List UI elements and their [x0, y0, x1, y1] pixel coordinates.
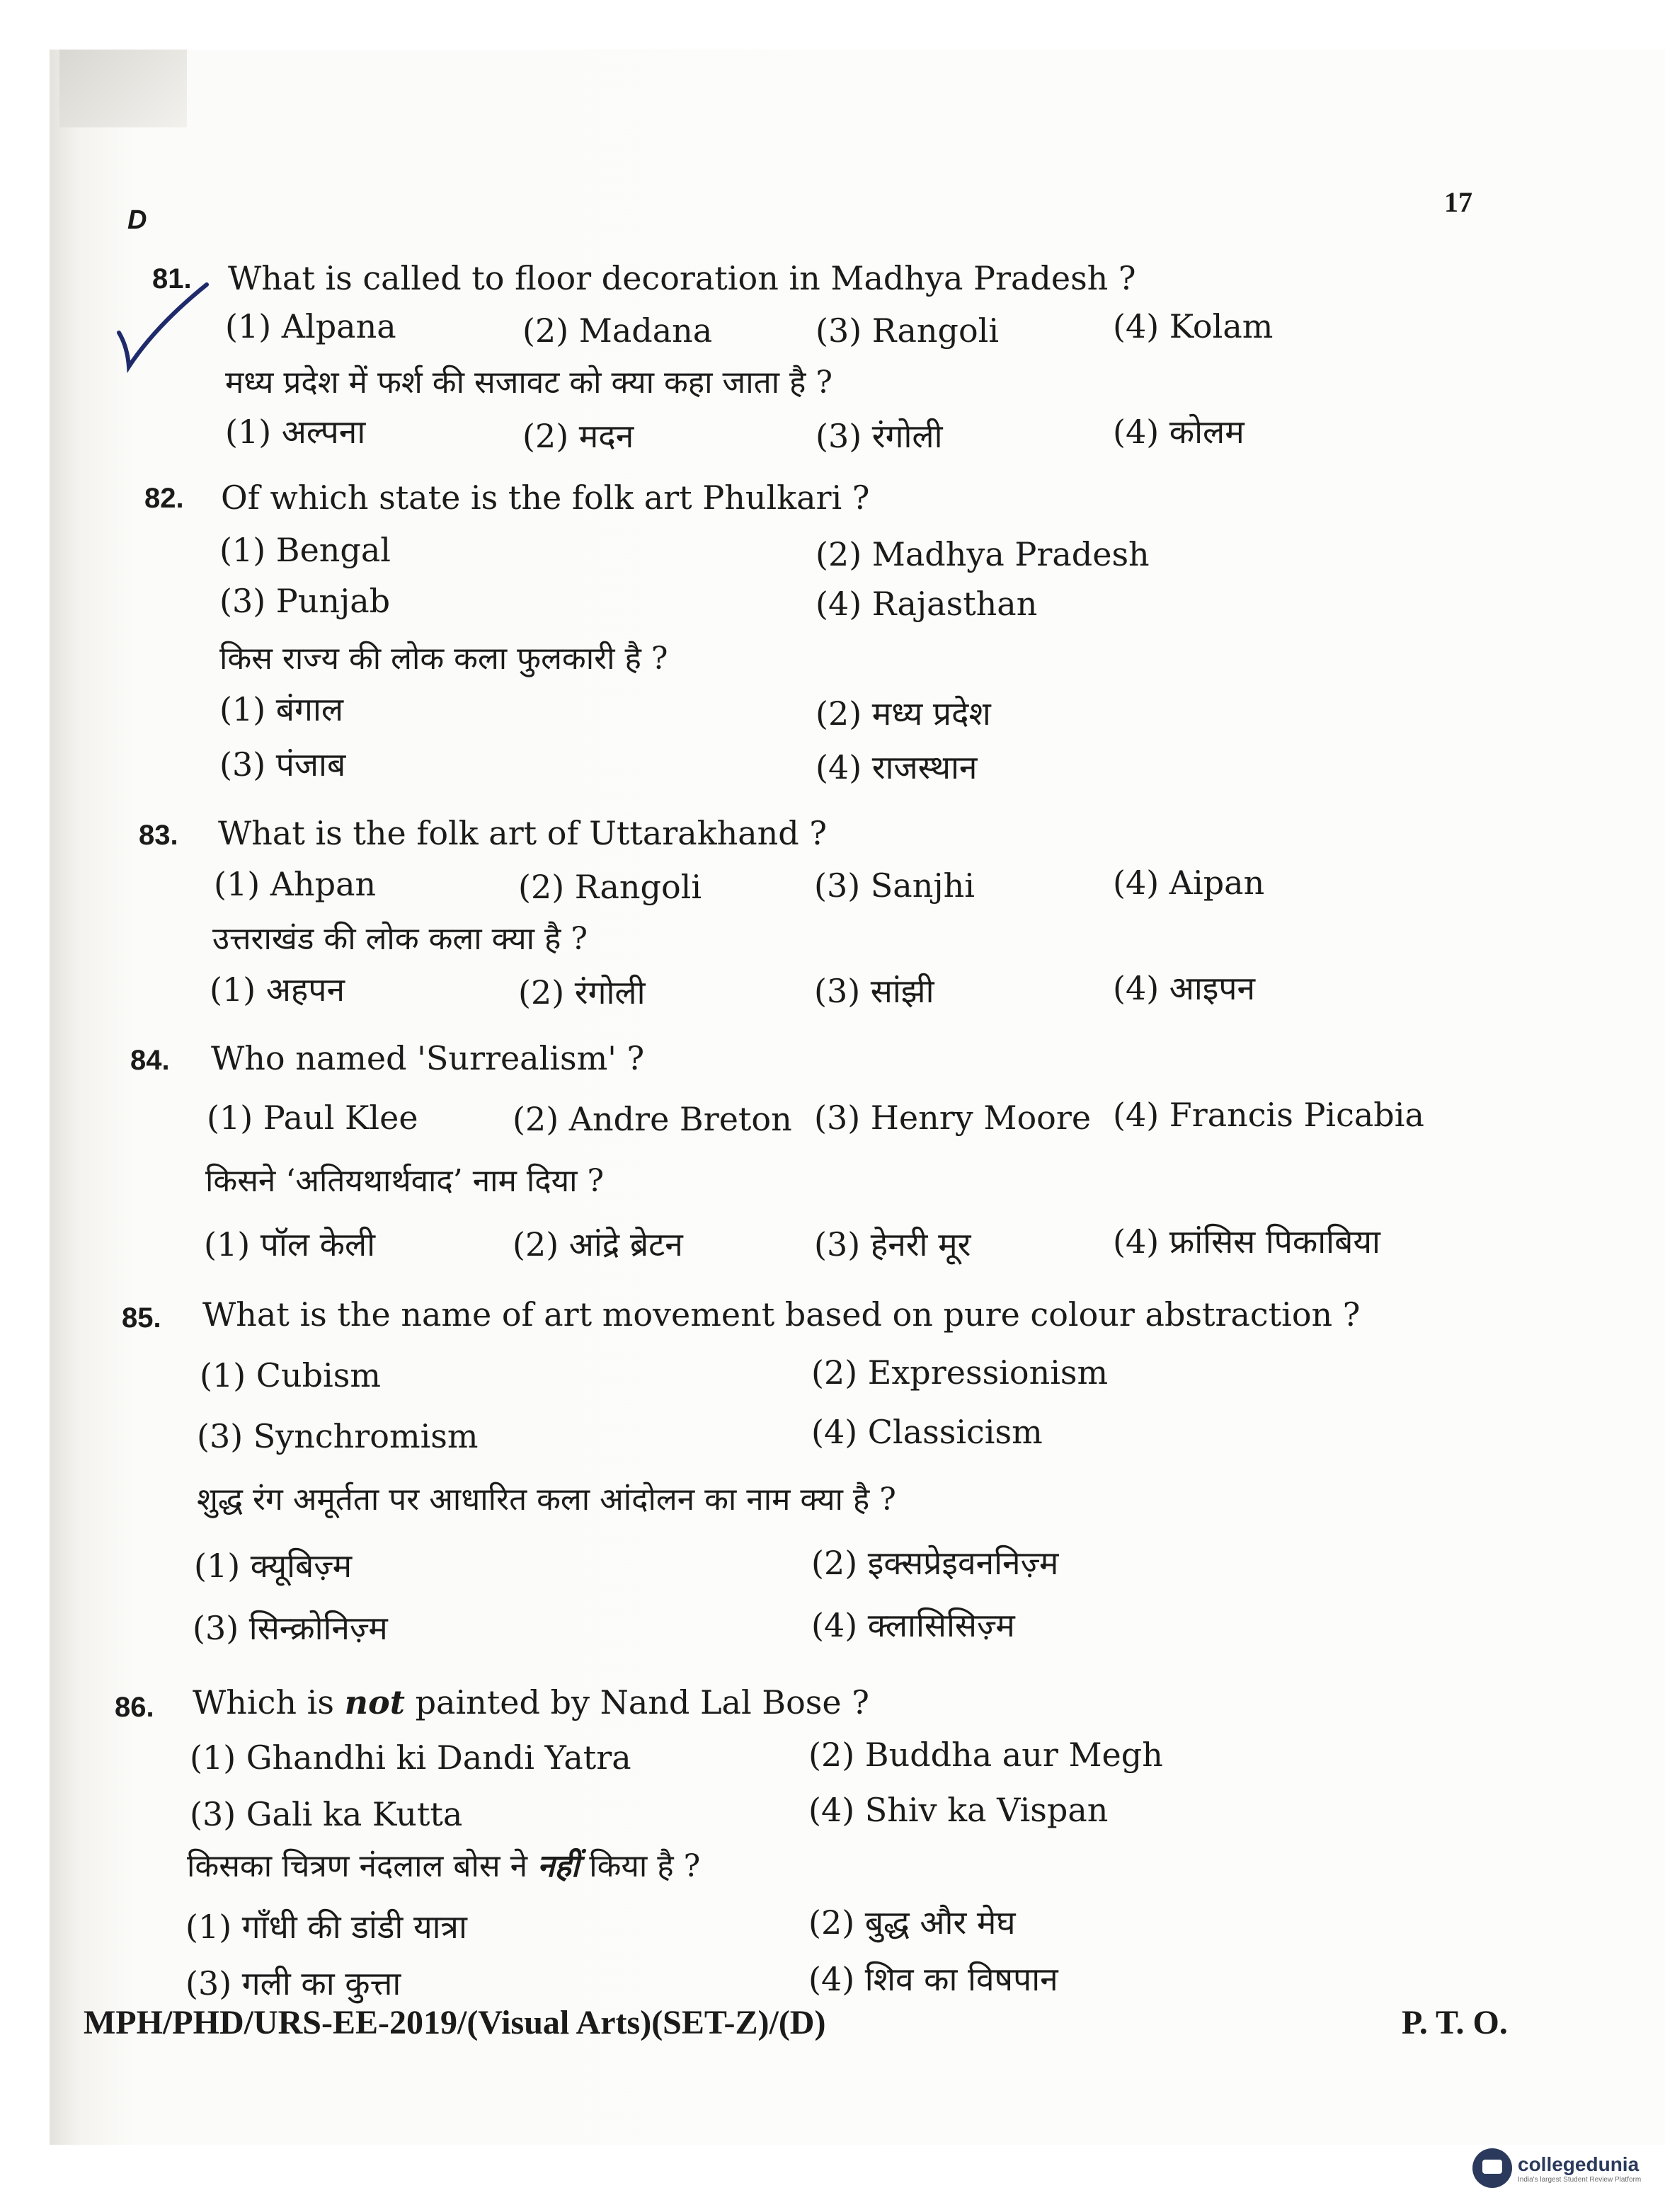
question-text-en-emphasis: not: [344, 1683, 405, 1721]
option-en-2: (2) Expressionism: [811, 1353, 1109, 1392]
question-text-en: Of which state is the folk art Phulkari ?: [221, 478, 870, 517]
option-en-3: (3) Rangoli: [816, 311, 1000, 350]
option-en-1: (1) Ghandhi ki Dandi Yatra: [190, 1738, 631, 1777]
question-text-hi: किस राज्य की लोक कला फुलकारी है ?: [219, 641, 668, 677]
option-en-1: (1) Alpana: [225, 307, 396, 345]
option-en-1: (1) Bengal: [219, 531, 391, 569]
option-hi-4: (4) फ्रांसिस पिकाबिया: [1113, 1222, 1380, 1261]
option-hi-1: (1) बंगाल: [219, 690, 344, 728]
option-en-4: (4) Shiv ka Vispan: [808, 1791, 1109, 1829]
question-number: 82.: [144, 483, 184, 514]
option-hi-4: (4) राजस्थान: [816, 748, 978, 786]
question-text-en: What is the name of art movement based on pure colour abstraction ?: [202, 1295, 1361, 1334]
option-en-3: (3) Punjab: [219, 582, 391, 620]
footer-pto: P. T. O.: [1402, 2004, 1508, 2041]
option-hi-2: (2) मदन: [522, 417, 634, 455]
option-en-4: (4) Aipan: [1113, 864, 1265, 902]
option-hi-2: (2) मध्य प्रदेश: [816, 694, 991, 733]
question-text-en-start: Which is: [193, 1683, 345, 1721]
option-en-4: (4) Kolam: [1113, 307, 1274, 345]
question-text-en: [193, 1683, 869, 1721]
question-text-en: What is the folk art of Uttarakhand ?: [218, 814, 827, 852]
question-number: 81.: [152, 263, 192, 294]
folded-corner: [59, 50, 187, 127]
option-hi-3: (3) सिन्क्रोनिज़्म: [193, 1609, 388, 1647]
option-hi-1: (1) गाँधी की डांडी यात्रा: [185, 1908, 467, 1946]
question-text-hi: किसने ‘अतियथार्थवाद’ नाम दिया ?: [205, 1163, 605, 1199]
option-en-2: (2) Madhya Pradesh: [816, 535, 1150, 573]
option-hi-4: (4) क्लासिसिज़्म: [811, 1606, 1015, 1644]
watermark-tagline: India's largest Student Review Platform: [1518, 2175, 1642, 2184]
option-en-1: (1) Cubism: [200, 1356, 381, 1394]
option-en-1: (1) Ahpan: [214, 865, 377, 903]
option-hi-4: (4) आइपन: [1113, 969, 1256, 1007]
footer-exam-code: MPH/PHD/URS-EE-2019/(Visual Arts)(SET-Z)/(D): [84, 2004, 826, 2041]
option-en-2: (2) Madana: [522, 311, 713, 350]
question-number: 83.: [139, 820, 178, 851]
option-hi-1: (1) अहपन: [210, 970, 345, 1009]
option-hi-1: (1) क्यूबिज़्म: [194, 1547, 353, 1585]
question-text-hi: शुद्ध रंग अमूर्तता पर आधारित कला आंदोलन का नाम क्या है ?: [197, 1482, 896, 1518]
option-hi-3: (3) रंगोली: [816, 417, 943, 455]
watermark-name: collegedunia: [1518, 2153, 1640, 2175]
watermark-logo: [1472, 2143, 1649, 2193]
option-en-2: (2) Buddha aur Megh: [808, 1736, 1163, 1774]
question-text-en-end: painted by Nand Lal Bose ?: [404, 1683, 869, 1721]
option-hi-1: (1) पॉल केली: [204, 1225, 376, 1263]
question-number: 84.: [130, 1045, 170, 1076]
question-text-en: Who named 'Surrealism' ?: [211, 1039, 645, 1077]
option-hi-3: (3) पंजाब: [219, 745, 346, 784]
option-hi-3: (3) गली का कुत्ता: [185, 1964, 401, 2002]
option-en-3: (3) Synchromism: [197, 1417, 479, 1455]
page-number: 17: [1444, 186, 1472, 218]
option-en-4: (4) Rajasthan: [816, 585, 1038, 623]
question-text-hi-start: किसका चित्रण नंदलाल बोस ने: [187, 1848, 538, 1884]
option-en-4: (4) Francis Picabia: [1113, 1096, 1424, 1134]
option-hi-2: (2) आंद्रे ब्रेटन: [513, 1225, 683, 1263]
question-text-hi: मध्य प्रदेश में फर्श की सजावट को क्या कहा जाता है ?: [225, 365, 832, 401]
option-hi-4: (4) शिव का विषपान: [808, 1960, 1058, 1998]
option-en-4: (4) Classicism: [811, 1413, 1043, 1451]
question-text-en: What is called to floor decoration in Madhya Pradesh ?: [228, 259, 1136, 297]
graduation-cap-icon: [1472, 2148, 1512, 2188]
option-en-3: (3) Henry Moore: [814, 1099, 1092, 1137]
option-en-3: (3) Sanjhi: [814, 866, 975, 905]
option-hi-2: (2) बुद्ध और मेघ: [808, 1903, 1016, 1942]
option-hi-4: (4) कोलम: [1113, 413, 1245, 451]
question-text-hi: उत्तराखंड की लोक कला क्या है ?: [212, 921, 588, 957]
option-en-2: (2) Rangoli: [518, 868, 702, 906]
question-text-hi-emphasis: नहीं: [537, 1848, 580, 1884]
question-text-hi: [187, 1843, 700, 1886]
question-number: 86.: [115, 1692, 154, 1723]
option-en-2: (2) Andre Breton: [513, 1100, 792, 1138]
option-en-3: (3) Gali ka Kutta: [190, 1795, 463, 1833]
option-hi-3: (3) हेनरी मूर: [814, 1225, 971, 1263]
option-hi-2: (2) रंगोली: [518, 973, 646, 1012]
question-number: 85.: [122, 1302, 161, 1334]
option-hi-1: (1) अल्पना: [225, 413, 366, 451]
question-text-hi-end: किया है ?: [579, 1848, 701, 1884]
set-letter: D: [127, 205, 147, 235]
option-en-1: (1) Paul Klee: [207, 1099, 418, 1137]
option-hi-2: (2) इक्सप्रेइवननिज़्म: [811, 1544, 1059, 1582]
option-hi-3: (3) सांझी: [814, 972, 934, 1010]
